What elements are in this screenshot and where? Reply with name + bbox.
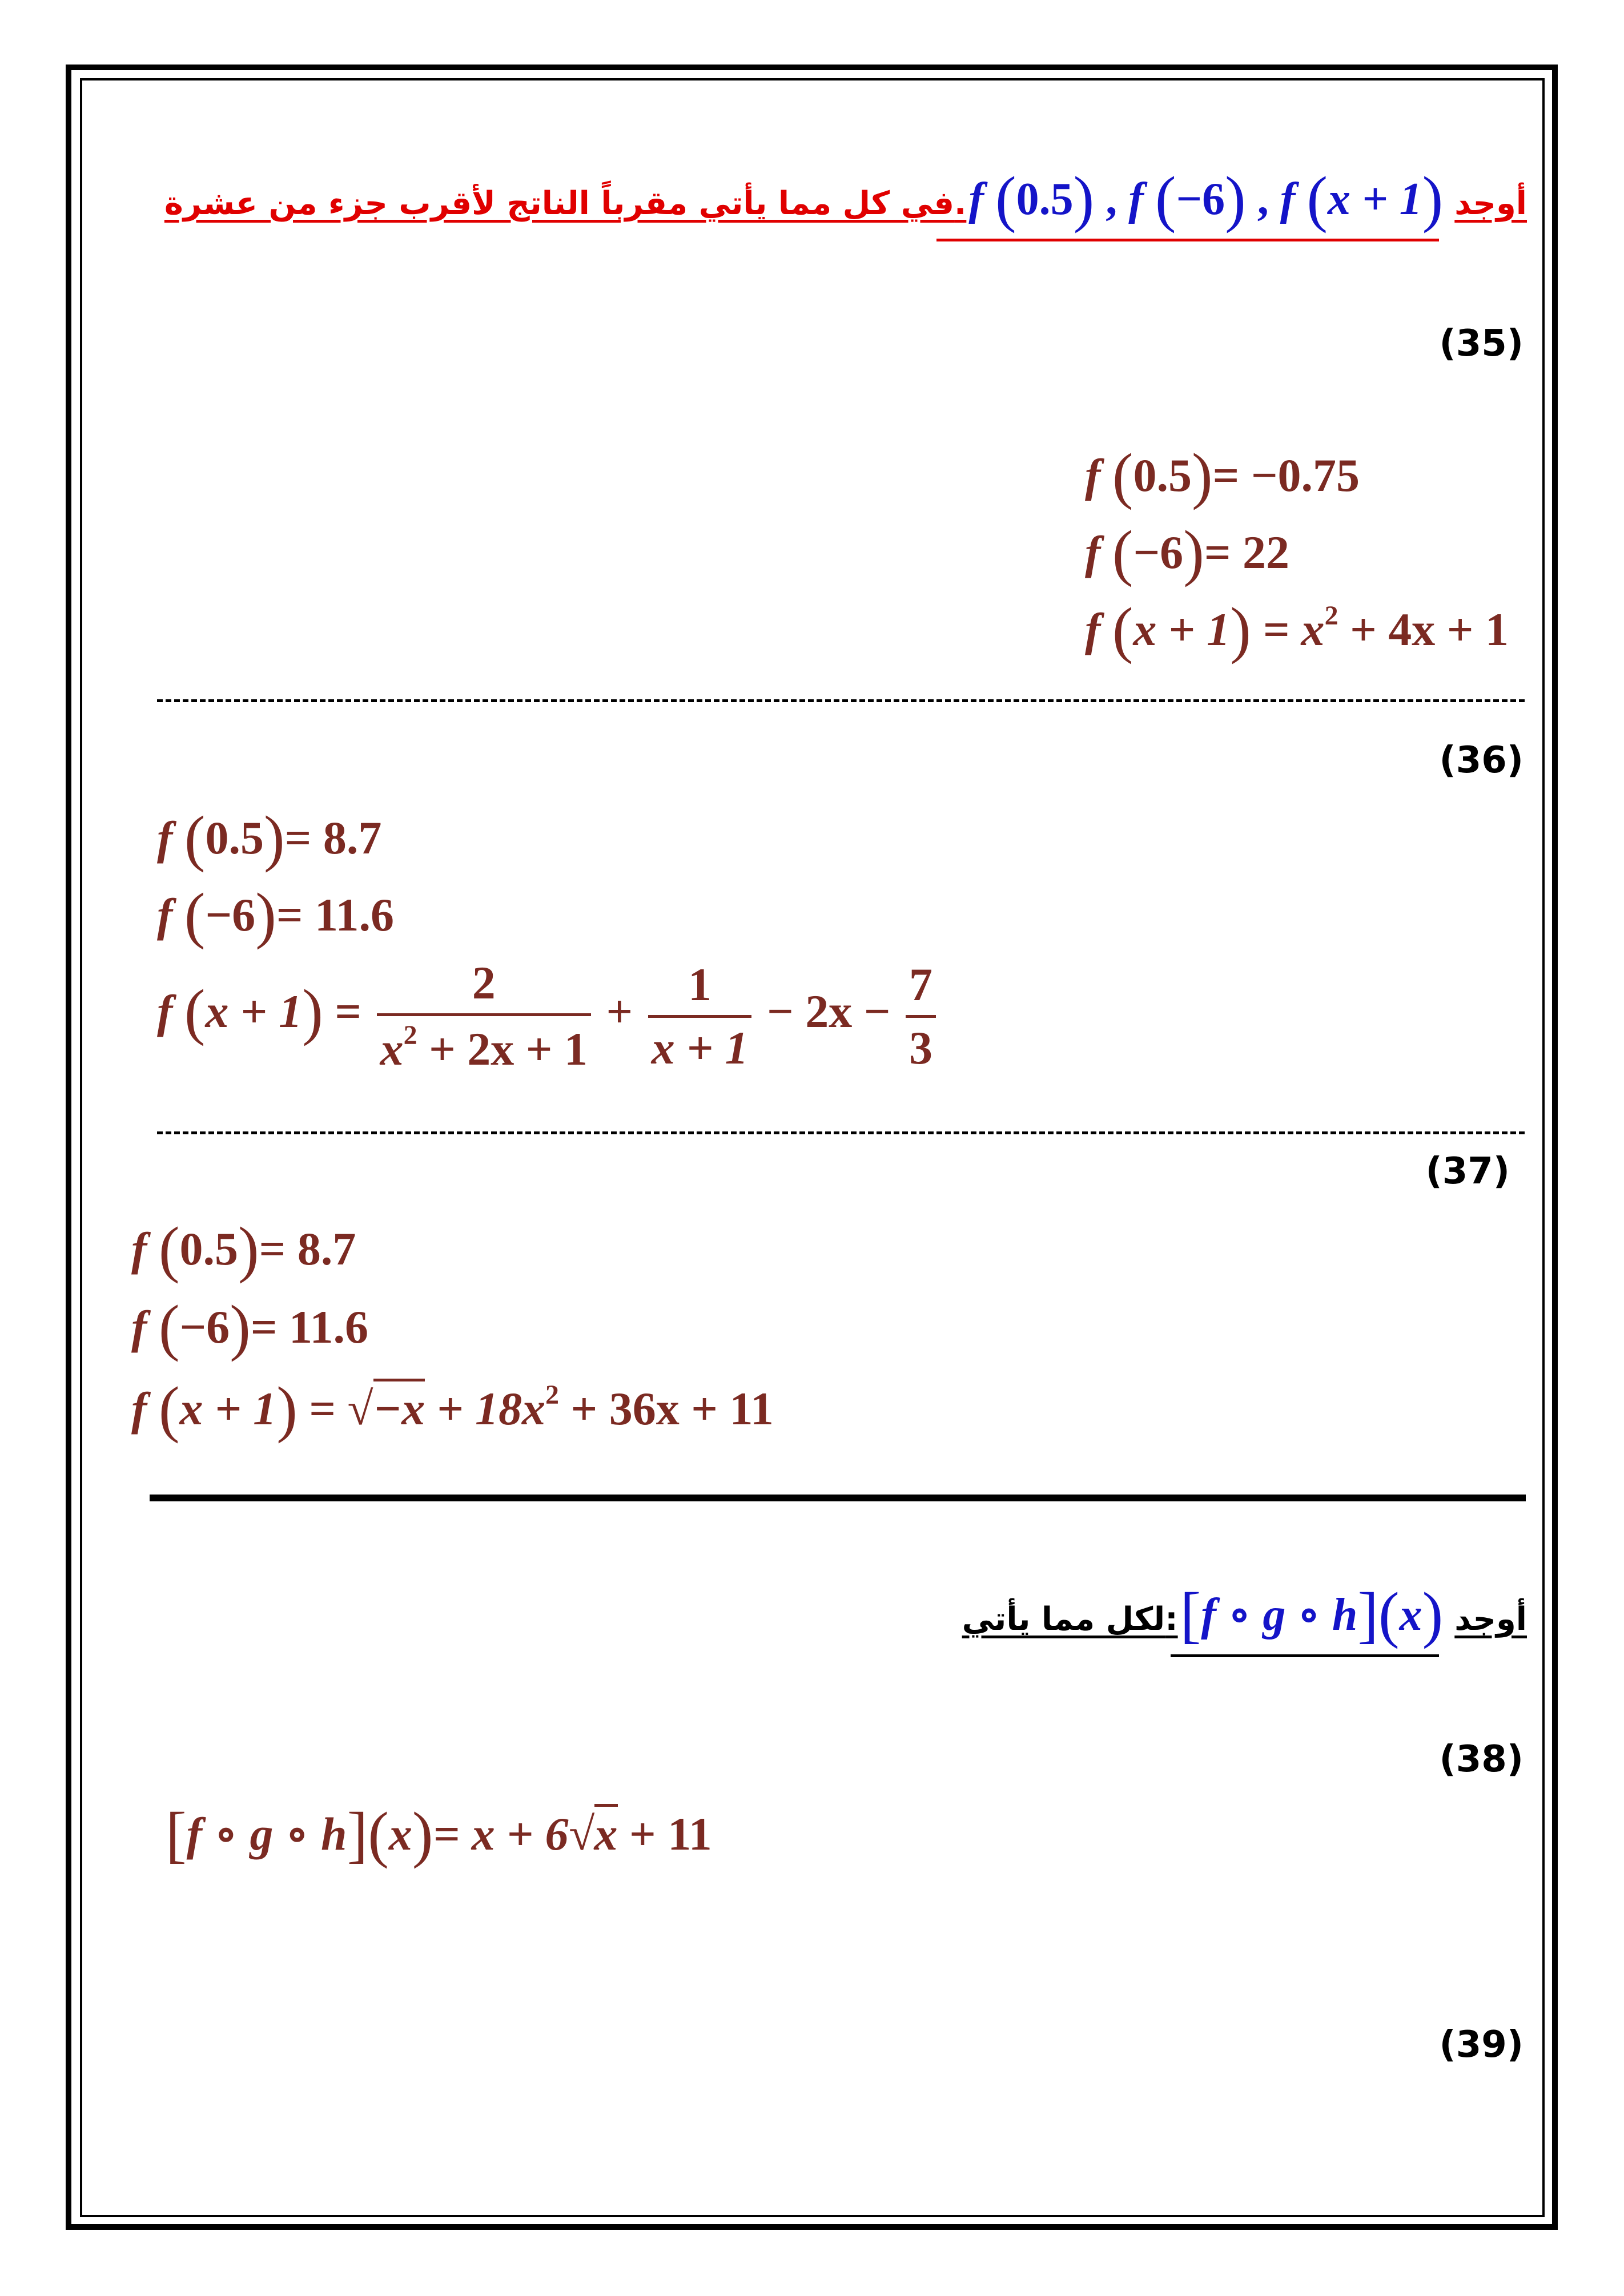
- q35-eq2: f (−6)= 22: [1085, 518, 1290, 587]
- heading-1: [164, 163, 1527, 235]
- q36-eq1: f (0.5)= 8.7: [157, 803, 382, 873]
- q38-eq: [f ∘ g ∘ h](x)= x + 6√x + 11: [166, 1799, 712, 1869]
- heading-1-rest: في كل مما يأتي مقرباً الناتج لأقرب جزء من عشرة.: [164, 185, 967, 222]
- page-frame-inner: [80, 78, 1545, 2217]
- q36-fraction-1: $\frac{2}{x^2 + 2x + 1}$: [377, 956, 591, 1076]
- heading-2-expression: [f ∘ g ∘ h](x): [1180, 1580, 1444, 1649]
- heading-2-rest: لكل مما يأتي:: [962, 1601, 1178, 1638]
- heading-2-find: أوجد: [1454, 1601, 1527, 1638]
- q37-number: (37): [1425, 1150, 1510, 1193]
- heading-1-find: أوجد: [1454, 185, 1527, 222]
- q36-eq3: f (x + 1) = $\frac{2}{x^2 + 2x + 1}$ + $\frac{1}{x + 1}$ − 2x − $\frac{7}{3}$: [157, 956, 939, 1076]
- q35-eq1: f (0.5)= −0.75: [1085, 441, 1360, 510]
- divider-35-36: [157, 699, 1525, 702]
- heading-2: [962, 1578, 1527, 1651]
- q37-eq3: f $(x + 1) = √-x + 18x^2 + 36x + 11$: [131, 1374, 774, 1444]
- section-rule: [150, 1495, 1526, 1501]
- q35-number: (35): [1439, 323, 1523, 365]
- q36-number: (36): [1439, 739, 1523, 782]
- q36-eq2: f (−6)= 11.6: [157, 880, 395, 950]
- q36-fraction-2: $\frac{1}{x + 1}$: [648, 958, 752, 1075]
- q39-number: (39): [1439, 2024, 1523, 2066]
- heading-2-underline: [1171, 1654, 1439, 1657]
- q36-fraction-3: $\frac{7}{3}$: [906, 958, 936, 1075]
- heading-1-functions: f (0.5) , f (−6) , f (x + 1): [968, 164, 1444, 233]
- divider-36-37: [157, 1131, 1525, 1134]
- q35-eq3: f $(x + 1) = x^2 + 4x + 1$: [1085, 595, 1509, 664]
- q37-eq2: f (−6)= 11.6: [131, 1292, 369, 1362]
- q38-number: (38): [1439, 1738, 1523, 1781]
- heading-1-underline: [936, 239, 1439, 241]
- q37-eq1: f (0.5)= 8.7: [131, 1214, 356, 1284]
